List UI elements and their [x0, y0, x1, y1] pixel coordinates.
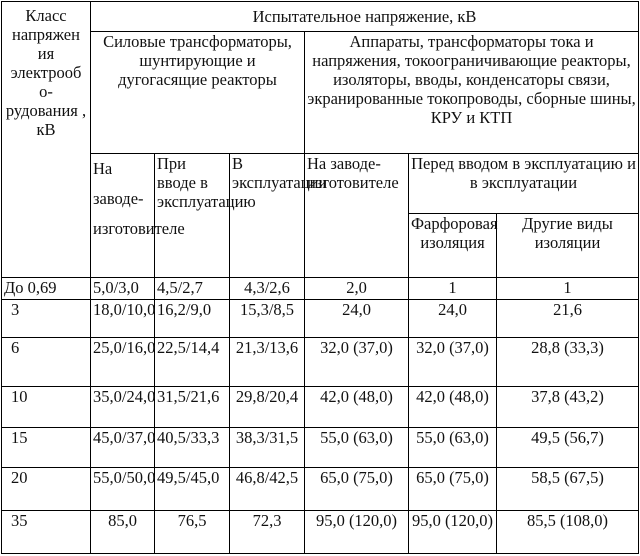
cell-factory-apparatus: 95,0 (120,0): [305, 511, 409, 554]
cell-factory-transformers: 45,0/37,0: [91, 428, 155, 468]
cell-other: 49,5 (56,7): [497, 428, 639, 468]
table-row: [2, 387, 639, 428]
cell-class: 10: [2, 387, 91, 428]
cell-other: 21,6: [497, 300, 639, 338]
header-voltage-class: Класс напряжен ия электрооб о- рудования , кВ: [2, 2, 91, 278]
cell-porcelain: 1: [409, 278, 497, 300]
table-row: [2, 300, 639, 338]
cell-class: 3: [2, 300, 91, 338]
table-row: [2, 278, 639, 300]
header-operation: В эксплуатации: [230, 154, 305, 278]
cell-class: 6: [2, 338, 91, 387]
cell-operation: 38,3/31,5: [230, 428, 305, 468]
cell-factory-transformers: 35,0/24,0: [91, 387, 155, 428]
cell-factory-transformers: 5,0/3,0: [91, 278, 155, 300]
cell-operation: 46,8/42,5: [230, 468, 305, 511]
cell-operation: 29,8/20,4: [230, 387, 305, 428]
header-group-apparatus: Аппараты, трансформаторы тока и напряжения, токоограничивающие реакторы, изоляторы, вводы, конденсаторы связи, экранированные токопроводы, сборные шины, КРУ и КТП: [305, 32, 639, 154]
cell-factory-transformers: 25,0/16,0: [91, 338, 155, 387]
cell-class: 15: [2, 428, 91, 468]
cell-factory-transformers: 18,0/10,0: [91, 300, 155, 338]
cell-commissioning: 31,5/21,6: [155, 387, 230, 428]
cell-factory-apparatus: 2,0: [305, 278, 409, 300]
cell-factory-apparatus: 24,0: [305, 300, 409, 338]
cell-operation: 15,3/8,5: [230, 300, 305, 338]
cell-operation: 21,3/13,6: [230, 338, 305, 387]
cell-factory-transformers: 55,0/50,0: [91, 468, 155, 511]
cell-class: 35: [2, 511, 91, 554]
cell-factory-apparatus: 65,0 (75,0): [305, 468, 409, 511]
header-group-transformers: Силовые трансформаторы, шунтирующие и дугогасящие реакторы: [91, 32, 305, 154]
cell-other: 58,5 (67,5): [497, 468, 639, 511]
header-factory-apparatus: На заводе- изготовителе: [305, 154, 409, 278]
header-other-insulation: Другие виды изоляции: [497, 214, 639, 278]
cell-other: 28,8 (33,3): [497, 338, 639, 387]
cell-commissioning: 22,5/14,4: [155, 338, 230, 387]
cell-class: До 0,69: [2, 278, 91, 300]
cell-porcelain: 55,0 (63,0): [409, 428, 497, 468]
cell-commissioning: 4,5/2,7: [155, 278, 230, 300]
cell-factory-transformers: 85,0: [91, 511, 155, 554]
cell-operation: 72,3: [230, 511, 305, 554]
cell-commissioning: 40,5/33,3: [155, 428, 230, 468]
cell-commissioning: 76,5: [155, 511, 230, 554]
cell-porcelain: 24,0: [409, 300, 497, 338]
header-commissioning: При вводе в эксплуатацию: [155, 154, 230, 278]
cell-factory-apparatus: 32,0 (37,0): [305, 338, 409, 387]
cell-factory-apparatus: 42,0 (48,0): [305, 387, 409, 428]
header-test-voltage: Испытательное напряжение, кВ: [91, 2, 639, 32]
header-porcelain-insulation: Фарфоровая изоляция: [409, 214, 497, 278]
header-before-commissioning: Перед вводом в эксплуатацию и в эксплуатации: [409, 154, 639, 214]
table-row: [2, 511, 639, 554]
test-voltage-table: [1, 1, 639, 554]
table-row: [2, 428, 639, 468]
header-factory-transformers: На заводе- изготовителе: [91, 154, 155, 278]
cell-class: 20: [2, 468, 91, 511]
cell-factory-apparatus: 55,0 (63,0): [305, 428, 409, 468]
cell-operation: 4,3/2,6: [230, 278, 305, 300]
cell-porcelain: 65,0 (75,0): [409, 468, 497, 511]
table-row: [2, 468, 639, 511]
cell-commissioning: 49,5/45,0: [155, 468, 230, 511]
cell-commissioning: 16,2/9,0: [155, 300, 230, 338]
cell-other: 1: [497, 278, 639, 300]
cell-porcelain: 32,0 (37,0): [409, 338, 497, 387]
cell-other: 37,8 (43,2): [497, 387, 639, 428]
cell-porcelain: 95,0 (120,0): [409, 511, 497, 554]
table-row: [2, 338, 639, 387]
cell-other: 85,5 (108,0): [497, 511, 639, 554]
cell-porcelain: 42,0 (48,0): [409, 387, 497, 428]
